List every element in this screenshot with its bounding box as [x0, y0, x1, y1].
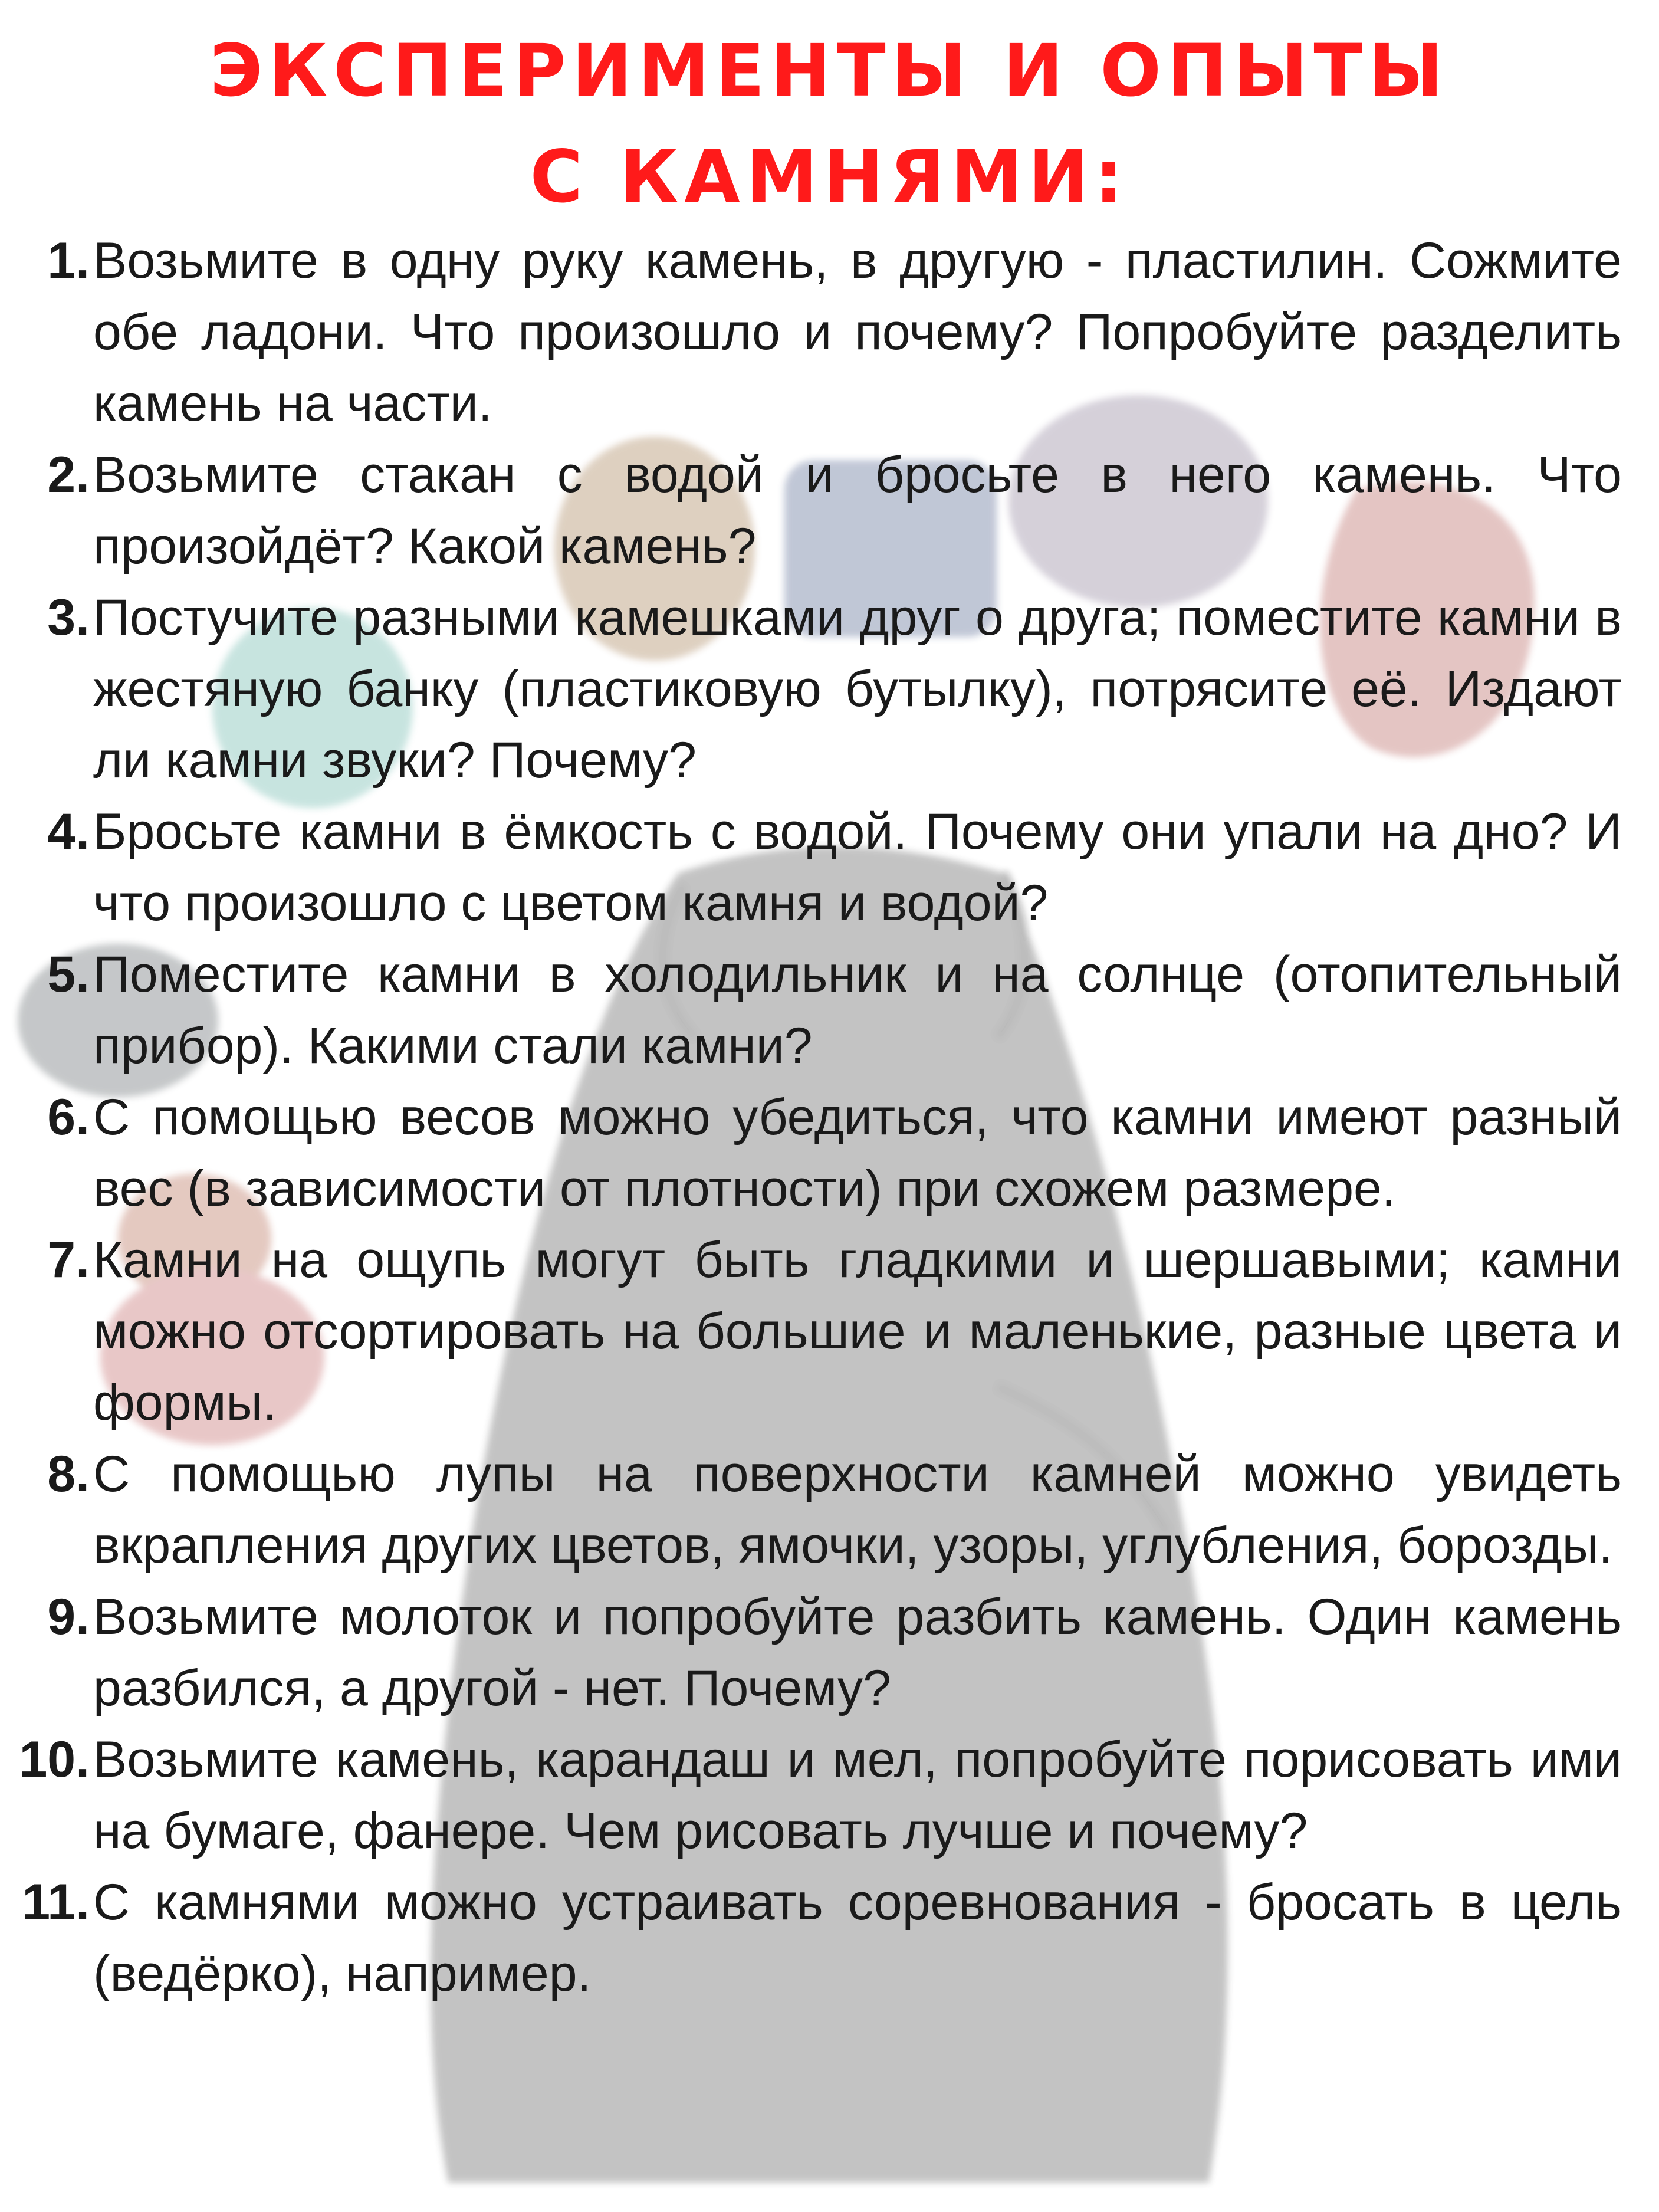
item-number: 9.	[47, 1589, 90, 1645]
item-number: 5.	[47, 946, 90, 1003]
item-text: Бросьте камни в ёмкость с водой. Почему они упали на дно? И что произошло с цветом камня и водой?	[93, 803, 1622, 931]
item-text: Возьмите стакан с водой и бросьте в него камень. Что произойдёт? Какой камень?	[93, 447, 1622, 575]
item-number: 6.	[47, 1089, 90, 1146]
item-number: 3.	[47, 589, 90, 646]
item-text: Поместите камни в холодильник и на солнце (отопительный прибор). Какими стали камни?	[93, 946, 1622, 1074]
list-item	[0, 1724, 1659, 1867]
list-item	[0, 1225, 1659, 1439]
list-item	[0, 1867, 1659, 2010]
page-title-line-1: ЭКСПЕРИМЕНТЫ И ОПЫТЫ	[209, 29, 1450, 113]
item-text: С помощью лупы на поверхности камней можно увидеть вкрапления других цветов, ямочки, узоры, углубления, борозды.	[93, 1446, 1622, 1574]
item-text: Возьмите в одну руку камень, в другую - пластилин. Сожмите обе ладони. Что произошло и почему? Попробуйте разделить камень на части.	[93, 232, 1622, 432]
page-title-line-2: С КАМНЯМИ:	[530, 135, 1129, 219]
item-number: 1.	[47, 232, 90, 289]
item-text: Камни на ощупь могут быть гладкими и шершавыми; камни можно отсортировать на большие и маленькие, разные цвета и формы.	[93, 1232, 1622, 1431]
item-number: 11.	[22, 1874, 90, 1931]
page-title	[0, 18, 1659, 230]
experiments-list	[0, 225, 1659, 2010]
item-text: С камнями можно устраивать соревнования - бросать в цель (ведёрко), например.	[93, 1874, 1622, 2002]
list-item	[0, 582, 1659, 796]
list-item	[0, 225, 1659, 439]
item-number: 7.	[47, 1232, 90, 1288]
list-item	[0, 1439, 1659, 1581]
item-text: С помощью весов можно убедиться, что камни имеют разный вес (в зависимости от плотности) при схожем размере.	[93, 1089, 1622, 1217]
item-number: 4.	[47, 803, 90, 860]
item-number: 8.	[47, 1446, 90, 1502]
item-text: Постучите разными камешками друг о друга; поместите камни в жестяную банку (пластиковую бутылку), потрясите её. Издают ли камни звуки? Почему?	[93, 589, 1622, 789]
list-item	[0, 439, 1659, 582]
list-item	[0, 796, 1659, 939]
list-item	[0, 1581, 1659, 1724]
list-item	[0, 939, 1659, 1082]
item-number: 10.	[19, 1731, 90, 1788]
list-item	[0, 1082, 1659, 1225]
item-text: Возьмите молоток и попробуйте разбить камень. Один камень разбился, а другой - нет. Почему?	[93, 1589, 1622, 1717]
item-number: 2.	[47, 447, 90, 503]
item-text: Возьмите камень, карандаш и мел, попробуйте порисовать ими на бумаге, фанере. Чем рисовать лучше и почему?	[93, 1731, 1622, 1859]
